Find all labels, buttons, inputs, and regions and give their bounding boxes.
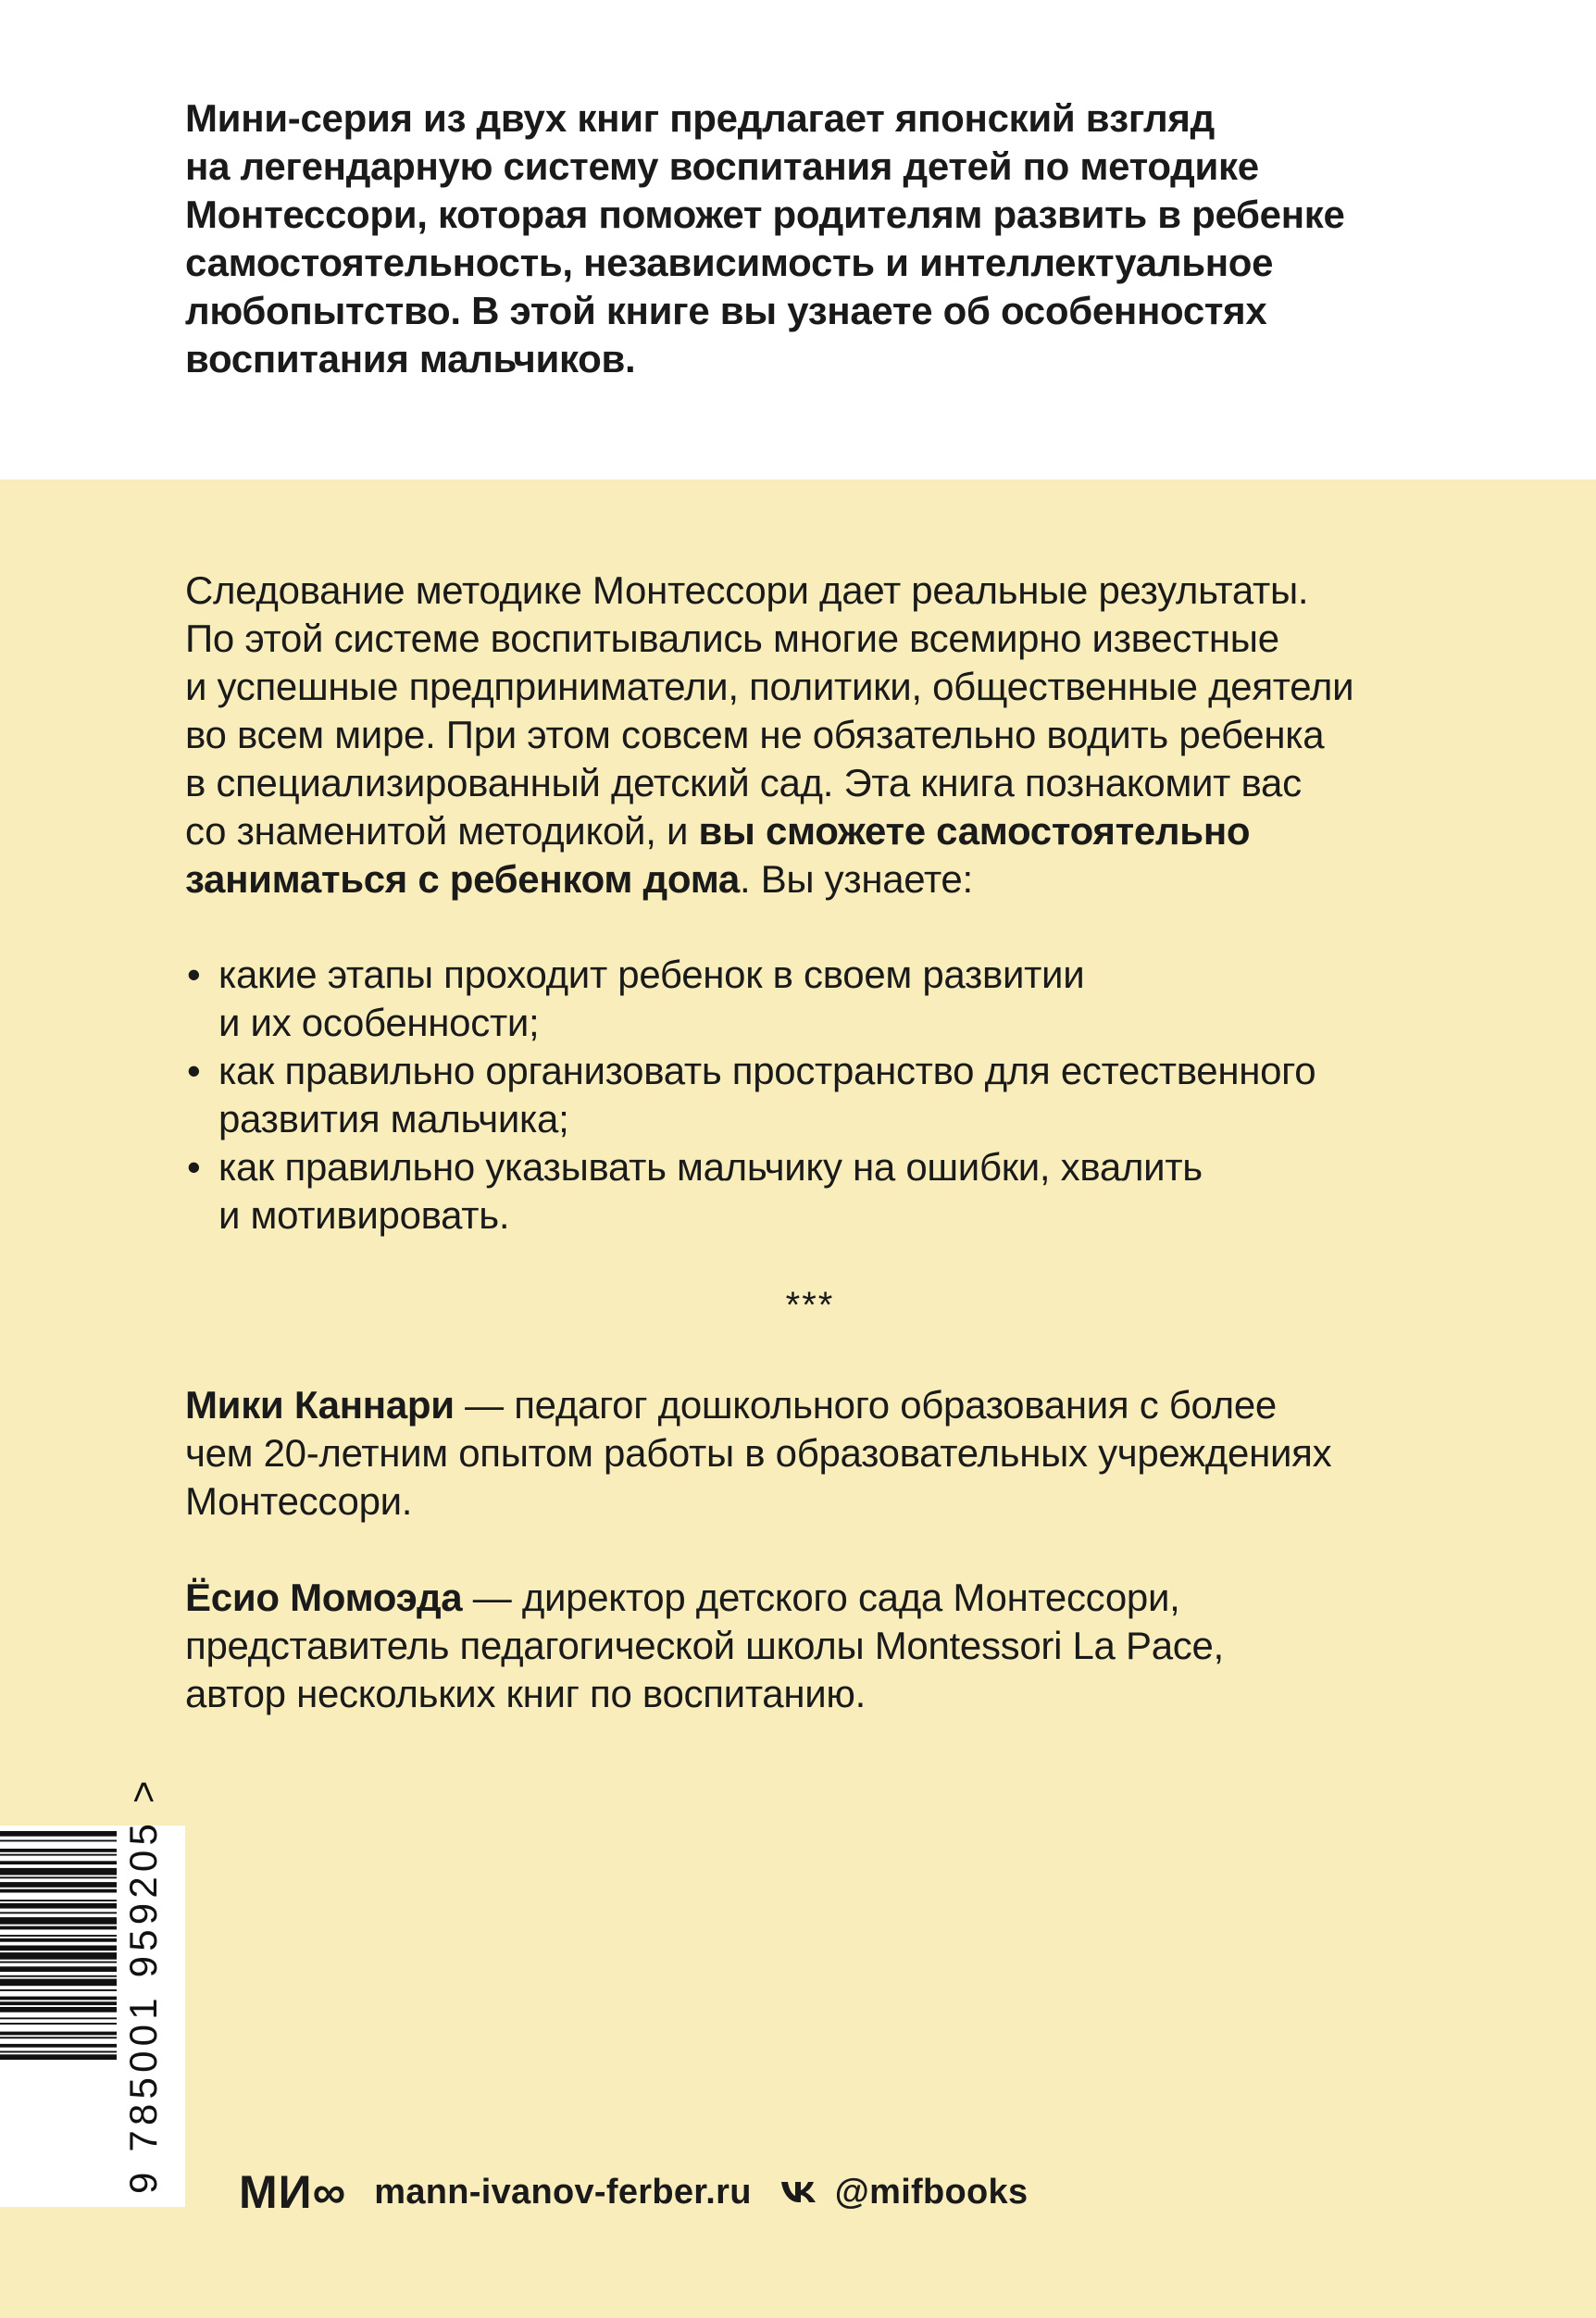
barcode-bar <box>0 1876 117 1878</box>
intro-line: на легендарную систему воспитания детей по методике <box>185 144 1259 188</box>
paragraph-line <box>185 855 1463 904</box>
bullet-icon: • <box>187 1145 201 1189</box>
intro-line: любопытство. В этой книге вы узнаете об особенностях <box>185 289 1267 332</box>
author-name: Мики Каннари <box>185 1383 455 1427</box>
barcode-bar <box>0 2051 117 2053</box>
paragraph-text: . Вы узнаете: <box>739 857 973 901</box>
list-item <box>185 1047 1463 1143</box>
barcode-bar <box>0 1966 117 1972</box>
barcode-number: 9 785001 959205 <box>121 1819 165 2194</box>
paragraph-line: По этой системе воспитывались многие всемирно известные <box>185 617 1279 660</box>
barcode-quiet-mark: > <box>121 1776 165 1804</box>
barcode-bar <box>0 1979 117 1987</box>
list-item-line: какие этапы проходит ребенок в своем развитии <box>218 953 1085 996</box>
paragraph-line: Следование методике Монтессори дает реальные результаты. <box>185 568 1309 612</box>
author-bio-line: автор нескольких книг по воспитанию. <box>185 1672 866 1715</box>
top-white-section <box>0 0 1596 480</box>
intro-line: воспитания мальчиков. <box>185 337 636 380</box>
barcode-bar <box>0 2007 117 2013</box>
list-item-line: развития мальчика; <box>218 1097 569 1140</box>
paragraph-emphasis: вы сможете самостоятельно <box>698 809 1251 853</box>
barcode-bar <box>0 1989 117 1991</box>
vk-icon[interactable] <box>779 2180 820 2204</box>
barcode-bar <box>0 1861 117 1864</box>
barcode-bar <box>0 2023 117 2025</box>
barcode-bar <box>0 1962 117 1963</box>
barcode-bar <box>0 1975 117 1977</box>
bullet-icon: • <box>187 953 201 996</box>
barcode-bar <box>0 2001 117 2005</box>
barcode-bar <box>0 1831 117 1837</box>
intro-line: самостоятельность, независимость и интеллектуальное <box>185 241 1274 284</box>
author-bio-line: чем 20-летним опытом работы в образовательных учреждениях <box>185 1431 1332 1475</box>
benefits-list <box>185 951 1463 1240</box>
author-bio <box>185 1381 1463 1526</box>
barcode-bar <box>0 1889 117 1893</box>
barcode-bar <box>0 1900 117 1901</box>
intro-line: Мини-серия из двух книг предлагает японский взгляд <box>185 96 1215 140</box>
list-item-line: и их особенности; <box>218 1001 540 1044</box>
paragraph-line: во всем мире. При этом совсем не обязательно водить ребенка <box>185 713 1325 756</box>
barcode-bar <box>0 1903 117 1909</box>
author-bio <box>185 1574 1463 1718</box>
barcode-bar <box>0 1917 117 1925</box>
barcode-bar <box>0 1882 117 1888</box>
list-item-line: как правильно организовать пространство для естественного <box>218 1049 1316 1092</box>
isbn-barcode <box>0 1776 185 2207</box>
list-item-line: как правильно указывать мальчику на ошибки, хвалить <box>218 1145 1203 1189</box>
intro-line: Монтессори, которая поможет родителям развить в ребенке <box>185 193 1345 236</box>
paragraph-emphasis: заниматься с ребенком дома <box>185 857 740 901</box>
paragraph-line <box>185 807 1463 855</box>
author-bio-text: — директор детского сада Монтессори, <box>462 1576 1180 1619</box>
author-bio-line <box>185 1381 1463 1429</box>
barcode-digits <box>121 1776 165 2194</box>
website-link[interactable]: mann-ivanov-ferber.ru <box>374 2172 752 2212</box>
intro-paragraph <box>185 94 1426 383</box>
barcode-bar <box>0 2044 117 2048</box>
bullet-icon: • <box>187 1049 201 1092</box>
paragraph-line: и успешные предприниматели, политики, общественные деятели <box>185 665 1354 708</box>
barcode-bar <box>0 2017 117 2019</box>
list-item <box>185 951 1463 1047</box>
author-bio-line: Монтессори. <box>185 1479 413 1523</box>
paragraph-line: в специализированный детский сад. Эта книга познакомит вас <box>185 761 1302 804</box>
section-separator: *** <box>785 1285 835 1326</box>
barcode-bar <box>0 1935 117 1937</box>
author-bio-line <box>185 1574 1463 1622</box>
barcode-bar <box>0 1997 117 2000</box>
publisher-logo: МИ∞ <box>239 2166 347 2218</box>
barcode-bar <box>0 2054 117 2060</box>
barcode-bar <box>0 2032 117 2036</box>
barcode-bar <box>0 1926 117 1930</box>
social-handle[interactable]: @mifbooks <box>834 2172 1029 2212</box>
author-bio-text: — педагог дошкольного образования с более <box>454 1383 1277 1427</box>
list-item <box>185 1143 1463 1240</box>
barcode-bar <box>0 1952 117 1960</box>
author-bio-line: представитель педагогической школы Montessori La Pace, <box>185 1624 1224 1667</box>
barcode-bar <box>0 1840 117 1842</box>
barcode-bar <box>0 1868 117 1876</box>
barcode-bar <box>0 2037 117 2038</box>
paragraph-text: со знаменитой методикой, и <box>185 809 699 853</box>
list-item-line: и мотивировать. <box>218 1193 510 1237</box>
publisher-footer <box>239 2164 1028 2220</box>
barcode-bar <box>0 1938 117 1942</box>
author-name: Ёсио Момоэда <box>185 1576 463 1619</box>
barcode-bar <box>0 1854 117 1856</box>
main-paragraph <box>185 567 1463 904</box>
barcode-bar <box>0 1849 117 1852</box>
barcode-bar <box>0 1912 117 1913</box>
barcode-bar <box>0 1946 117 1951</box>
